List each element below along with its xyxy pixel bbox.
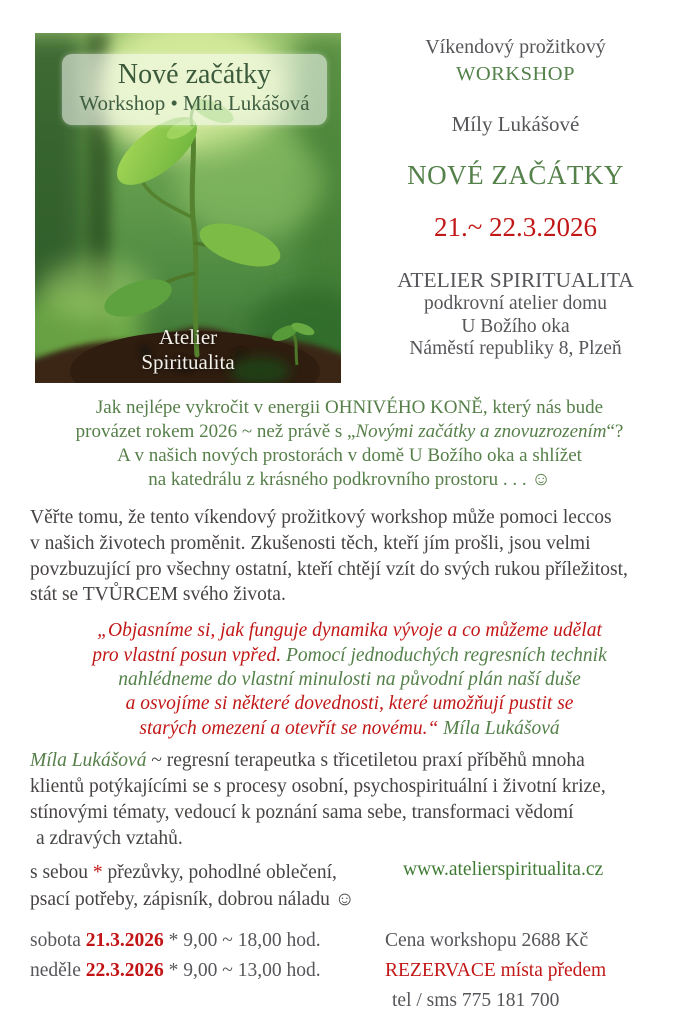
schedule-saturday	[30, 926, 385, 956]
quote-author: Míla Lukášová	[443, 717, 560, 739]
quote-line4: a osvojíme si některé dovednosti, které umožňují pustit se	[125, 693, 574, 715]
bio-line3: stínovými tématy, vedoucí k poznání sama sebe, transformaci vědomí	[30, 801, 574, 823]
schedule-sunday	[30, 956, 385, 986]
intro-line2-italic: Novými začátky a znovuzrozením	[355, 421, 607, 442]
bio-name: Míla Lukášová	[30, 750, 147, 772]
workshop-photo	[35, 33, 341, 383]
venue-address-line3: Náměstí republiky 8, Plzeň	[409, 338, 622, 359]
quote-line1: „Objasníme si, jak funguje dynamika vývoje a co můžeme udělat	[97, 620, 602, 642]
event-kicker-line1: Víkendový prožitkový	[425, 36, 606, 58]
description-line4: stát se TVŮRCEM svého života.	[30, 584, 286, 606]
bring-line2: psací potřeby, zápisník, dobrou náladu ☺	[30, 889, 355, 911]
top-row	[0, 0, 699, 383]
event-author: Míly Lukášové	[451, 112, 580, 136]
price-line: Cena workshopu 2688 Kč	[385, 930, 589, 952]
event-title: NOVÉ ZAČÁTKY	[407, 160, 624, 190]
bio-line1-rest: ~ regresní terapeutka s třicetiletou praxí příběhů mnoha	[146, 750, 585, 772]
bio-paragraph	[30, 748, 675, 851]
intro-line2-normal: provázet rokem 2026 ~ než právě s „	[75, 421, 356, 442]
schedule-times	[30, 926, 385, 1016]
intro-line1: Jak nejlépe vykročit v energii OHNIVÉHO KONĚ, který nás bude	[95, 397, 604, 418]
quote-line5-red: starých omezení a otevřít se novému.“	[139, 717, 444, 739]
intro-line3: A v našich nových prostorách v domě U Božího oka a shlížet	[117, 445, 582, 466]
description-paragraph	[30, 505, 675, 608]
photo-caption	[35, 325, 341, 376]
quote-line3: nahlédneme do vlastní minulosti na původní plán naší duše	[118, 669, 581, 690]
quote-line5	[0, 717, 699, 741]
photo-caption-line2: Spiritualita	[141, 350, 235, 375]
bring-asterisk: *	[92, 862, 103, 884]
quote-line2-red: pro vlastní posun vpřed.	[92, 644, 286, 666]
quote-line2	[0, 644, 699, 668]
event-dates: 21.~ 22.3.2026	[433, 212, 598, 242]
bring-line1-rest: přezůvky, pohodlné oblečení,	[102, 862, 337, 884]
photo-title-overlay	[62, 54, 327, 125]
intro-line4: na katedrálu z krásného podkrovního prostoru . . . ☺	[148, 469, 551, 490]
saturday-hours: * 9,00 ~ 18,00 hod.	[163, 930, 321, 952]
website-link[interactable]: www.atelierspiritualita.cz	[403, 859, 604, 881]
sunday-date: 22.3.2026	[85, 960, 164, 982]
description-line1: Věřte tomu, že tento víkendový prožitkový workshop může pomoci leccos	[30, 507, 612, 528]
photo-title: Nové začátky	[117, 59, 272, 90]
intro-line2-end: “?	[606, 421, 624, 442]
bio-line4: a zdravých vztahů.	[36, 827, 183, 849]
saturday-date: 21.3.2026	[85, 930, 164, 952]
bring-list	[30, 859, 403, 913]
venue-name: ATELIER SPIRITUALITA	[397, 268, 634, 292]
quote-paragraph	[0, 619, 699, 741]
bring-line1-prefix: s sebou	[30, 862, 93, 884]
intro-line2	[0, 420, 699, 444]
venue-address-line1: podkrovní atelier domu	[423, 293, 608, 314]
venue-address-line2: U Božího oka	[461, 315, 570, 337]
reservation-line: REZERVACE místa předem	[385, 960, 607, 982]
description-line3: povzbuzující pro všechny ostatní, kteří chtějí vzít do svých rukou příležitost,	[30, 558, 628, 580]
saturday-label: sobota	[30, 930, 86, 952]
intro-paragraph	[0, 396, 699, 492]
photo-subtitle: Workshop • Míla Lukášová	[79, 91, 310, 116]
event-info-column	[341, 33, 674, 383]
phone-line: tel / sms 775 181 700	[392, 990, 560, 1012]
bio-line1	[30, 748, 675, 774]
photo-caption-line1: Atelier	[158, 324, 218, 349]
event-kicker-line2: WORKSHOP	[455, 63, 576, 85]
bio-line2: klientů potýkajícími se s procesy osobní, psychospirituální i životní krize,	[30, 776, 606, 798]
description-line2: v našich životech proměnit. Zkušenosti těch, kteří jím prošli, jsou velmi	[30, 532, 591, 554]
sunday-hours: * 9,00 ~ 13,00 hod.	[163, 960, 321, 982]
quote-line2-green: Pomocí jednoduchých regresních technik	[286, 644, 607, 666]
price-reservation-block	[385, 926, 606, 1016]
bring-section	[30, 859, 675, 913]
sunday-label: neděle	[30, 960, 86, 982]
bring-line1	[30, 859, 403, 886]
schedule-section	[30, 926, 675, 1016]
